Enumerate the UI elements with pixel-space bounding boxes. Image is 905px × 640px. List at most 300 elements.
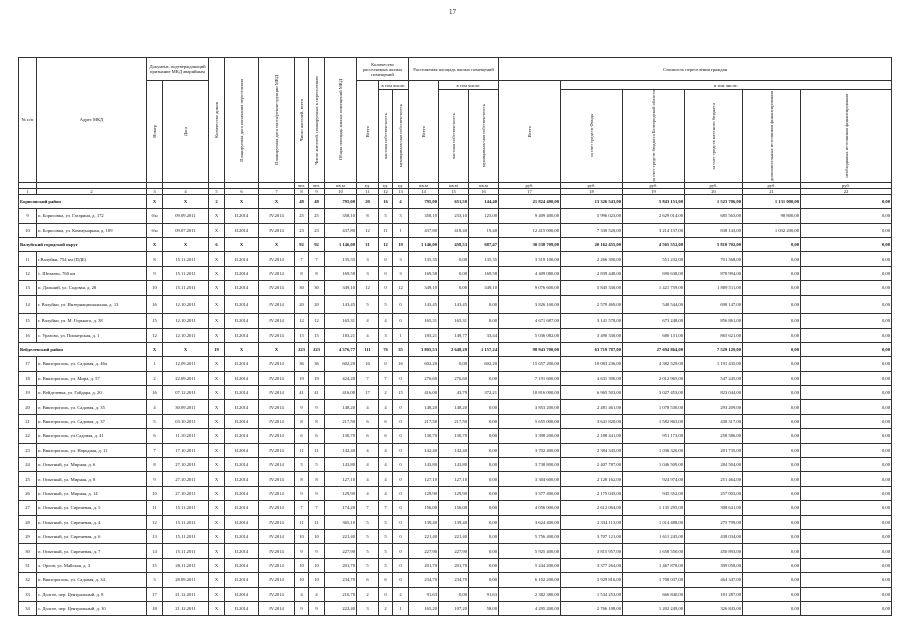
table-cell: 1 — [393, 601, 409, 615]
table-cell: 31 — [19, 558, 37, 572]
table-cell: IV.2014 — [259, 429, 295, 443]
table-cell: IV.2014 — [259, 601, 295, 615]
table-cell: 1 046 509,00 — [623, 458, 685, 472]
table-cell: Х — [209, 429, 225, 443]
address-cell: п. Опытный, ул. Мирная, д. 14 — [37, 486, 147, 500]
table-cell: 10 — [295, 529, 309, 543]
table-cell: II.2014 — [225, 486, 259, 500]
table-cell: 4 671 687,00 — [499, 314, 561, 328]
address-cell: п. Вейделевка, ул. Гайдара, д. 20 — [37, 386, 147, 400]
table-cell: 1 — [393, 223, 409, 237]
table-cell: 0,00 — [743, 266, 801, 280]
table-cell: 130,70 — [325, 429, 357, 443]
table-cell: 438 034,00 — [685, 529, 743, 543]
header-total-area: Общая площадь жилых помещений МКД — [338, 79, 344, 161]
table-cell: 865 621,00 — [685, 328, 743, 342]
unit-cell: руб. — [499, 182, 561, 188]
table-cell: 10 083 236,00 — [561, 357, 623, 371]
table-cell: 0 — [379, 357, 393, 371]
table-cell: 795,00 — [409, 194, 439, 208]
table-cell: 9 — [19, 209, 37, 223]
table-cell: II.2014 — [225, 601, 259, 615]
table-row — [19, 252, 892, 266]
column-number-cell: 9 — [309, 188, 325, 194]
table-cell: 10 — [309, 529, 325, 543]
table-cell: IV.2014 — [259, 281, 295, 295]
table-cell: 1 421 759,00 — [623, 281, 685, 295]
table-cell: 169,58 — [325, 266, 357, 280]
table-cell: 127,10 — [439, 472, 469, 486]
table-cell: 2 188 441,00 — [561, 429, 623, 443]
column-number-cell: 17 — [499, 188, 561, 194]
table-cell: Х — [225, 342, 259, 356]
table-cell: 0,00 — [743, 252, 801, 266]
table-cell: 0,00 — [469, 458, 499, 472]
group-name: Борисовский район — [19, 194, 147, 208]
table-cell: 2 334 113,00 — [561, 515, 623, 529]
header-num: № п/п — [19, 58, 37, 183]
table-cell: 0 — [393, 472, 409, 486]
table-cell: 0,00 — [801, 529, 892, 543]
table-cell: 8 — [309, 266, 325, 280]
table-cell: 823 044,00 — [685, 386, 743, 400]
table-cell: II.2014 — [225, 386, 259, 400]
table-cell: 1 467 878,00 — [623, 558, 685, 572]
table-cell: IV.2014 — [259, 209, 295, 223]
address-cell: х. Орлов, ул. Майская, д. 3 — [37, 558, 147, 572]
table-cell: 430 317,00 — [685, 414, 743, 428]
table-cell: II.2014 — [225, 414, 259, 428]
table-cell: 3 519 100,00 — [499, 252, 561, 266]
table-cell: 14 — [19, 295, 37, 314]
table-cell: 1 131 000,00 — [743, 194, 801, 208]
table-cell: Х — [163, 194, 209, 208]
table-cell: 838 143,00 — [685, 223, 743, 237]
table-cell: 11 — [309, 515, 325, 529]
table-cell: 4 409 080,00 — [499, 266, 561, 280]
table-cell: 0,00 — [801, 266, 892, 280]
table-cell: 9 — [309, 486, 325, 500]
table-cell: 5 — [379, 209, 393, 223]
table-cell: 6 — [357, 573, 379, 587]
table-cell: 19 — [209, 342, 225, 356]
table-cell: 92 — [309, 238, 325, 252]
table-cell: 2 266 300,00 — [561, 252, 623, 266]
header-doc: Документ, подтверждающий признание МКД аварийным — [147, 58, 209, 81]
table-cell: Х — [209, 443, 225, 457]
table-cell: 602,20 — [469, 357, 499, 371]
table-cell: 0,00 — [801, 601, 892, 615]
table-cell: 0,00 — [743, 558, 801, 572]
header-area-incl: в том числе: — [439, 81, 499, 90]
table-cell: 8 — [147, 458, 163, 472]
table-cell: 27 — [19, 501, 37, 515]
table-cell: 125,00 — [469, 209, 499, 223]
table-cell: 201,70 — [325, 558, 357, 572]
table-cell: 4 — [357, 314, 379, 328]
header-rooms-count: Количество расселяемых жилых помещений — [357, 58, 409, 81]
table-cell: 12 — [19, 266, 37, 280]
unit-cell: ед. — [379, 182, 393, 188]
table-cell: 16 — [379, 194, 393, 208]
table-cell: 3 — [357, 601, 379, 615]
header-residents-plan: Число жителей, планируемых к переселению — [314, 75, 320, 165]
table-cell: 156,00 — [439, 501, 469, 515]
unit-cell: ед. — [393, 182, 409, 188]
table-cell: 234,70 — [439, 573, 469, 587]
table-cell: 13 — [19, 281, 37, 295]
table-cell: 03.10.2011 — [163, 414, 209, 428]
table-cell: 0 — [393, 529, 409, 543]
table-cell: 275 799,00 — [685, 515, 743, 529]
unit-cell: кв.м — [409, 182, 439, 188]
table-cell: 2 384 345,00 — [561, 443, 623, 457]
table-cell: 10 — [309, 558, 325, 572]
table-cell: 9 — [147, 472, 163, 486]
table-cell: Х — [259, 342, 295, 356]
column-number-cell: 6 — [225, 188, 259, 194]
table-cell: 3 702 400,00 — [499, 443, 561, 457]
table-cell: 0,00 — [801, 558, 892, 572]
table-cell: II.2014 — [225, 266, 259, 280]
table-row — [19, 458, 892, 472]
address-cell: п. Опытный, ул. Сиреневая, д. 5 — [37, 501, 147, 515]
table-cell: II.2014 — [225, 295, 259, 314]
table-cell: 0 — [379, 587, 393, 601]
table-cell: 2 175 045,00 — [561, 486, 623, 500]
table-cell: 0,00 — [743, 328, 801, 342]
table-cell: 22.09.2011 — [163, 371, 209, 385]
table-cell: 0,00 — [801, 194, 892, 208]
table-cell: Х — [209, 266, 225, 280]
table-cell: 25 — [295, 209, 309, 223]
table-cell: 36 — [295, 357, 309, 371]
table-cell: 23 — [295, 223, 309, 237]
table-cell: 2 382 380,00 — [499, 587, 561, 601]
table-cell: 12.10.2011 — [163, 295, 209, 314]
table-cell: 144,40 — [469, 194, 499, 208]
table-row — [19, 501, 892, 515]
table-cell: II.2014 — [225, 458, 259, 472]
table-cell: 4 295 200,00 — [499, 601, 561, 615]
table-cell: 5 756 400,00 — [499, 529, 561, 543]
table-cell: 3 490 330,00 — [561, 328, 623, 342]
table-cell: Х — [209, 314, 225, 328]
table-cell: 3 738 800,00 — [499, 458, 561, 472]
table-cell: IV.2014 — [259, 328, 295, 342]
table-cell: 10 816 000,00 — [499, 386, 561, 400]
table-cell: IV.2014 — [259, 587, 295, 601]
table-row — [19, 443, 892, 457]
table-cell: 258 586,00 — [685, 429, 743, 443]
table-cell: 5 — [357, 515, 379, 529]
table-cell: 0,00 — [801, 501, 892, 515]
table-cell: 20 — [19, 400, 37, 414]
table-cell: 0,00 — [801, 573, 892, 587]
column-number-cell: 13 — [393, 188, 409, 194]
table-cell: 5 — [379, 544, 393, 558]
table-cell: Х — [209, 209, 225, 223]
table-cell: 399 058,00 — [685, 558, 743, 572]
table-cell: 6 — [379, 573, 393, 587]
table-cell: 18 — [19, 371, 37, 385]
table-cell: 2 612 064,00 — [561, 501, 623, 515]
table-cell: 135,35 — [469, 252, 499, 266]
table-cell: 0 — [393, 544, 409, 558]
table-cell: 0,00 — [469, 443, 499, 457]
table-cell: 0,00 — [439, 587, 469, 601]
table-cell: 129,90 — [409, 486, 439, 500]
table-cell: 6 — [357, 414, 379, 428]
table-cell: 20 — [357, 194, 379, 208]
unit-cell: руб. — [801, 182, 892, 188]
table-cell: 856 861,00 — [685, 314, 743, 328]
header-cost-additional: дополнительных источников финансирования — [769, 90, 775, 181]
table-cell: 4 631 390,00 — [561, 371, 623, 385]
table-cell: 9 — [147, 266, 163, 280]
table-cell: 0,00 — [469, 573, 499, 587]
address-cell: п. Борисовка, ул. Коммунарная, д. 109 — [37, 223, 147, 237]
table-cell: 1 202 249,00 — [623, 601, 685, 615]
table-cell: 251 464,00 — [685, 472, 743, 486]
table-cell: 1 708 037,00 — [623, 573, 685, 587]
table-cell: II.2014 — [225, 544, 259, 558]
table-cell: 0 — [393, 515, 409, 529]
table-cell: 12.10.2011 — [163, 328, 209, 342]
table-cell: б/н — [147, 209, 163, 223]
table-cell: 0,00 — [743, 587, 801, 601]
table-row — [19, 295, 892, 314]
table-cell: II.2014 — [225, 209, 259, 223]
table-cell: 0,00 — [801, 357, 892, 371]
table-cell: 6 102 200,00 — [499, 573, 561, 587]
table-cell: 0,00 — [801, 252, 892, 266]
table-cell: 0,00 — [801, 472, 892, 486]
column-number-cell: 7 — [259, 188, 295, 194]
table-cell: 25 — [19, 472, 37, 486]
table-cell: 12.09.2011 — [163, 357, 209, 371]
table-cell: II.2014 — [225, 328, 259, 342]
table-cell: 221,40 — [409, 529, 439, 543]
header-area-resettled: Расселяемая площадь жилых помещений — [409, 58, 499, 81]
header-cost-fund: за счет средств Фонда — [589, 114, 595, 158]
address-cell: г.Валуйки, 754 км (ПДБ) — [37, 252, 147, 266]
table-cell: 165,31 — [409, 314, 439, 328]
table-cell: 6 — [379, 429, 393, 443]
table-cell: 21 824 400,00 — [499, 194, 561, 208]
table-cell: 227,90 — [325, 544, 357, 558]
table-cell: 7 — [309, 501, 325, 515]
table-group-row — [19, 194, 892, 208]
table-cell: 130,70 — [409, 429, 439, 443]
table-cell: 3 641 820,00 — [561, 414, 623, 428]
table-cell: 7 — [379, 371, 393, 385]
table-row — [19, 429, 892, 443]
table-cell: 98 800,00 — [743, 209, 801, 223]
table-cell: II.2014 — [225, 558, 259, 572]
table-cell: 35 — [393, 342, 409, 356]
table-cell: 0,00 — [743, 429, 801, 443]
table-cell: IV.2014 — [259, 414, 295, 428]
table-cell: 18 — [147, 601, 163, 615]
table-cell: 2 — [147, 371, 163, 385]
table-row — [19, 558, 892, 572]
table-cell: 4 — [379, 472, 393, 486]
table-cell: 5 — [379, 558, 393, 572]
table-cell: 0 — [379, 266, 393, 280]
table-cell: 2 128 162,00 — [561, 472, 623, 486]
table-cell: 17 — [19, 357, 37, 371]
table-cell: 29 — [19, 529, 37, 543]
table-cell: IV.2014 — [259, 486, 295, 500]
table-cell: 924 974,00 — [623, 472, 685, 486]
unit-cell: кв.м — [325, 182, 357, 188]
table-cell: 0 — [393, 414, 409, 428]
group-name: Валуйский городской округ — [19, 238, 147, 252]
table-cell: 4 565 552,00 — [623, 238, 685, 252]
unit-cell: кв.м — [439, 182, 469, 188]
table-cell: 5 655 000,00 — [499, 414, 561, 428]
table-cell: 09.09.2011 — [163, 209, 209, 223]
column-number-cell: 2 — [37, 188, 147, 194]
table-cell: 5 810 702,00 — [685, 238, 743, 252]
table-cell: 5 — [309, 458, 325, 472]
table-cell: 15.11.2011 — [163, 252, 209, 266]
table-cell: 0,00 — [469, 501, 499, 515]
table-cell: Х — [209, 486, 225, 500]
table-cell: 17.10.2011 — [163, 443, 209, 457]
table-cell: IV.2014 — [259, 252, 295, 266]
table-cell: 30 538 709,00 — [499, 238, 561, 252]
table-cell: IV.2014 — [259, 386, 295, 400]
table-cell: Х — [209, 414, 225, 428]
header-area-private: частная собствен-ность — [451, 112, 457, 159]
table-cell: 372,21 — [469, 386, 499, 400]
table-cell: 5 244 200,00 — [499, 558, 561, 572]
table-cell: 91,63 — [469, 587, 499, 601]
table-cell: 4 — [357, 443, 379, 457]
table-cell: Х — [209, 295, 225, 314]
table-cell: 5 — [379, 295, 393, 314]
table-cell: 12 — [357, 223, 379, 237]
table-cell: 1 146,00 — [409, 238, 439, 252]
table-cell: II.2014 — [225, 443, 259, 457]
table-cell: 7 — [379, 501, 393, 515]
table-cell: 3 853 200,00 — [499, 400, 561, 414]
table-cell: 680 131,00 — [623, 328, 685, 342]
table-cell: 26 — [19, 486, 37, 500]
table-cell: II.2014 — [225, 400, 259, 414]
table-cell: 25 — [309, 209, 325, 223]
table-cell: 4 — [379, 443, 393, 457]
table-cell: 10 — [295, 573, 309, 587]
table-cell: 143,45 — [325, 295, 357, 314]
column-number-cell: 18 — [561, 188, 623, 194]
table-cell: 3 624 400,00 — [499, 515, 561, 529]
table-cell: 2 — [357, 587, 379, 601]
table-cell: Х — [209, 558, 225, 572]
table-cell: 8 — [309, 472, 325, 486]
table-cell: IV.2014 — [259, 458, 295, 472]
table-row — [19, 515, 892, 529]
table-cell: 0 — [393, 558, 409, 572]
table-cell: 183,21 — [325, 328, 357, 342]
table-cell: 19 — [295, 371, 309, 385]
table-cell: 19,40 — [469, 223, 499, 237]
table-cell: Х — [209, 223, 225, 237]
table-cell: IV.2014 — [259, 357, 295, 371]
table-cell: 651,50 — [439, 194, 469, 208]
table-cell: 0,00 — [801, 223, 892, 237]
column-number-cell: 1 — [19, 188, 37, 194]
table-cell: 276,60 — [439, 371, 469, 385]
table-cell: Х — [209, 281, 225, 295]
table-cell: Х — [209, 573, 225, 587]
table-row — [19, 328, 892, 342]
table-cell: 0,00 — [801, 443, 892, 457]
table-cell: 16 — [19, 328, 37, 342]
table-cell: 48 — [309, 194, 325, 208]
header-residents-total: Число жителей, всего — [299, 98, 305, 142]
table-cell: 223 — [309, 342, 325, 356]
table-cell: Х — [209, 328, 225, 342]
header-cost-local: за счет средств местного бюджета — [711, 102, 717, 170]
table-cell: 15.11.2011 — [163, 281, 209, 295]
table-cell: 28.09.2011 — [163, 573, 209, 587]
table-cell: 4 — [357, 458, 379, 472]
table-cell: 148,20 — [409, 400, 439, 414]
table-cell: 9 — [295, 486, 309, 500]
table-cell: 27.10.2011 — [163, 486, 209, 500]
table-cell: 9 — [309, 601, 325, 615]
table-cell: 418,40 — [439, 223, 469, 237]
column-number-cell: 12 — [379, 188, 393, 194]
table-cell: Х — [209, 400, 225, 414]
table-cell: 19 — [309, 371, 325, 385]
table-cell: 12.10.2011 — [163, 314, 209, 328]
table-cell: 3 — [379, 328, 393, 342]
table-cell: 156,00 — [409, 501, 439, 515]
table-cell: 12 415 000,00 — [499, 223, 561, 237]
table-cell: 4 — [379, 400, 393, 414]
table-cell: Х — [209, 357, 225, 371]
table-cell: 3 815 957,00 — [561, 544, 623, 558]
address-cell: п. Опытный, ул. Мирная, д. 8 — [37, 472, 147, 486]
table-cell: 4 — [295, 587, 309, 601]
address-cell: п. Викторополь, ул. Мира, д. 57 — [37, 371, 147, 385]
header-plan-demolish: Планируемая дата сноса/реконструкции МКД — [274, 75, 280, 165]
table-cell: 0,00 — [801, 295, 892, 314]
table-cell: 358,10 — [325, 209, 357, 223]
table-cell: 11 — [295, 443, 309, 457]
table-cell: 0,00 — [801, 486, 892, 500]
header-cost-needed: необходимых источников финансирования — [843, 94, 849, 178]
table-row — [19, 266, 892, 280]
table-cell: 0,00 — [801, 458, 892, 472]
table-cell: 358,10 — [409, 209, 439, 223]
table-cell: 698 147,00 — [685, 295, 743, 314]
table-row — [19, 357, 892, 371]
table-cell: 210,70 — [325, 587, 357, 601]
table-cell: 2 — [209, 194, 225, 208]
table-cell: IV.2014 — [259, 371, 295, 385]
column-number-cell: 5 — [209, 188, 225, 194]
table-cell: 9 — [309, 400, 325, 414]
table-cell: 17 — [147, 587, 163, 601]
table-cell: 0,00 — [469, 544, 499, 558]
address-cell: п. Викторополь, ул. Садовая, д. 35 — [37, 400, 147, 414]
table-cell: Х — [209, 587, 225, 601]
